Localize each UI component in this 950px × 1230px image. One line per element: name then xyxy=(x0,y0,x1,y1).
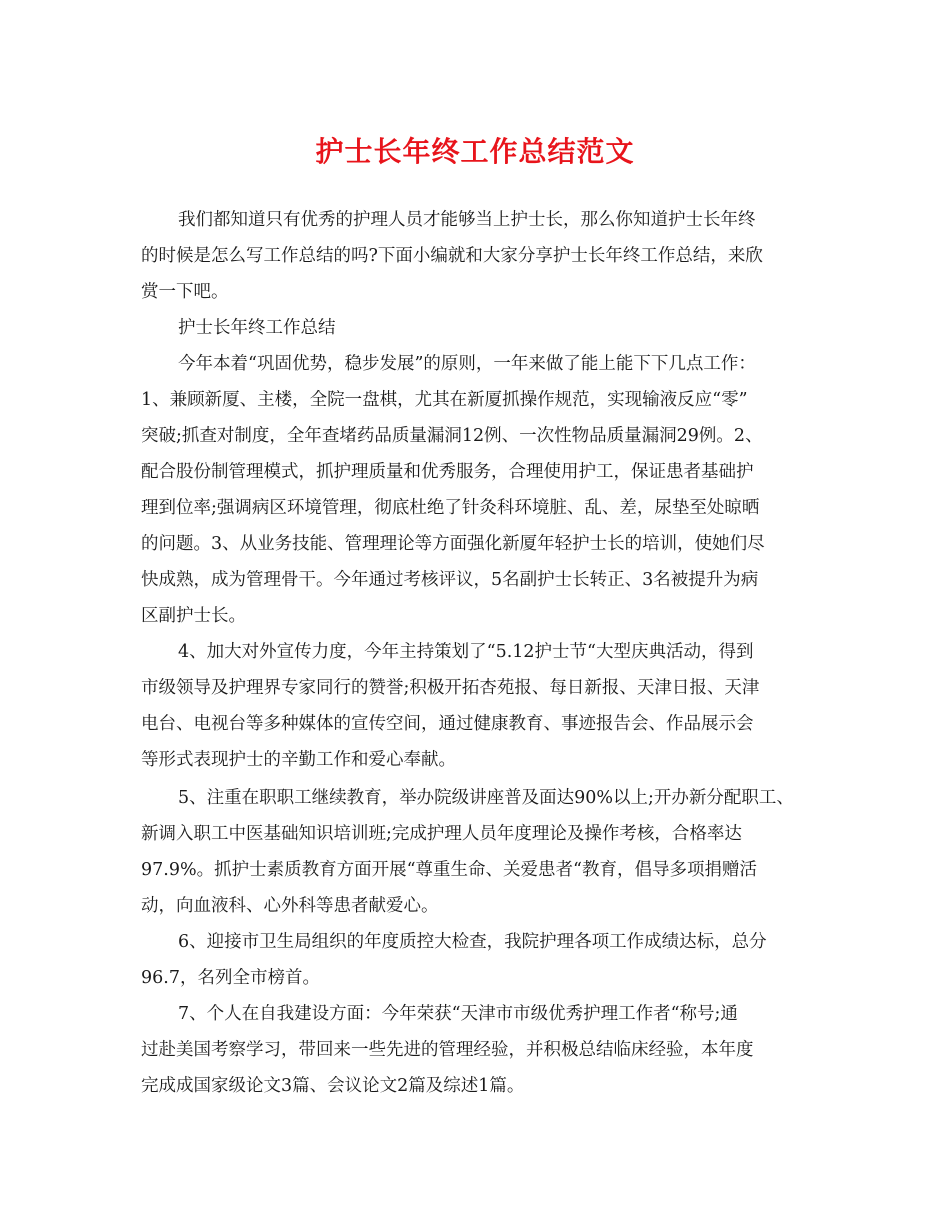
document-title: 护士长年终工作总结范文 xyxy=(315,135,635,168)
paragraph-line: 区副护士长。 xyxy=(141,606,246,626)
paragraph-line: 5、注重在职职工继续教育，举办院级讲座普及面达90%以上;开办新分配职工、 xyxy=(178,788,794,808)
paragraph-line: 市级领导及护理界专家同行的赞誉;积极开拓杏苑报、每日新报、天津日报、天津 xyxy=(141,678,760,698)
paragraph-line: 新调入职工中医基础知识培训班;完成护理人员年度理论及操作考核，合格率达 xyxy=(141,824,742,844)
paragraph-line: 我们都知道只有优秀的护理人员才能够当上护士长，那么你知道护士长年终 xyxy=(178,210,756,230)
paragraph-line: 今年本着“巩固优势，稳步发展”的原则，一年来做了能上能下下几点工作： xyxy=(178,354,756,374)
paragraph-line: 赏一下吧。 xyxy=(141,282,229,302)
paragraph-line: 过赴美国考察学习，带回来一些先进的管理经验，并积极总结临床经验，本年度 xyxy=(141,1040,754,1060)
paragraph-line: 6、迎接市卫生局组织的年度质控大检查，我院护理各项工作成绩达标，总分 xyxy=(178,932,767,952)
paragraph-line: 的时候是怎么写工作总结的吗?下面小编就和大家分享护士长年终工作总结，来欣 xyxy=(141,246,763,266)
paragraph-line: 97.9%。抓护士素质教育方面开展“尊重生命、关爱患者“教育，倡导多项捐赠活 xyxy=(141,860,757,880)
paragraph-line: 动，向血液科、心外科等患者献爱心。 xyxy=(141,896,439,916)
section-heading: 护士长年终工作总结 xyxy=(178,318,336,338)
paragraph-line: 快成熟，成为管理骨干。今年通过考核评议，5名副护士长转正、3名被提升为病 xyxy=(141,570,759,590)
paragraph-line: 理到位率;强调病区环境管理，彻底杜绝了针灸科环境脏、乱、差，尿垫至处晾晒 xyxy=(141,498,760,518)
paragraph-line: 完成成国家级论文3篇、会议论文2篇及综述1篇。 xyxy=(141,1076,525,1096)
paragraph-line: 配合股份制管理模式，抓护理质量和优秀服务，合理使用护工，保证患者基础护 xyxy=(141,462,754,482)
paragraph-line: 1、兼顾新厦、主楼，全院一盘棋，尤其在新厦抓操作规范，实现输液反应“零” xyxy=(141,390,748,410)
paragraph-line: 的问题。3、从业务技能、管理理论等方面强化新厦年轻护士长的培训，使她们尽 xyxy=(141,534,765,554)
paragraph-line: 4、加大对外宣传力度，今年主持策划了“5.12护士节“大型庆典活动，得到 xyxy=(178,642,754,662)
paragraph-line: 突破;抓查对制度，全年查堵药品质量漏洞12例、一次性物品质量漏洞29例。2、 xyxy=(141,426,763,446)
paragraph-line: 电台、电视台等多种媒体的宣传空间，通过健康教育、事迹报告会、作品展示会 xyxy=(141,714,754,734)
paragraph-line: 96.7，名列全市榜首。 xyxy=(141,968,320,988)
paragraph-line: 7、个人在自我建设方面：今年荣获“天津市市级优秀护理工作者“称号;通 xyxy=(178,1004,738,1024)
paragraph-line: 等形式表现护士的辛勤工作和爱心奉献。 xyxy=(141,750,456,770)
